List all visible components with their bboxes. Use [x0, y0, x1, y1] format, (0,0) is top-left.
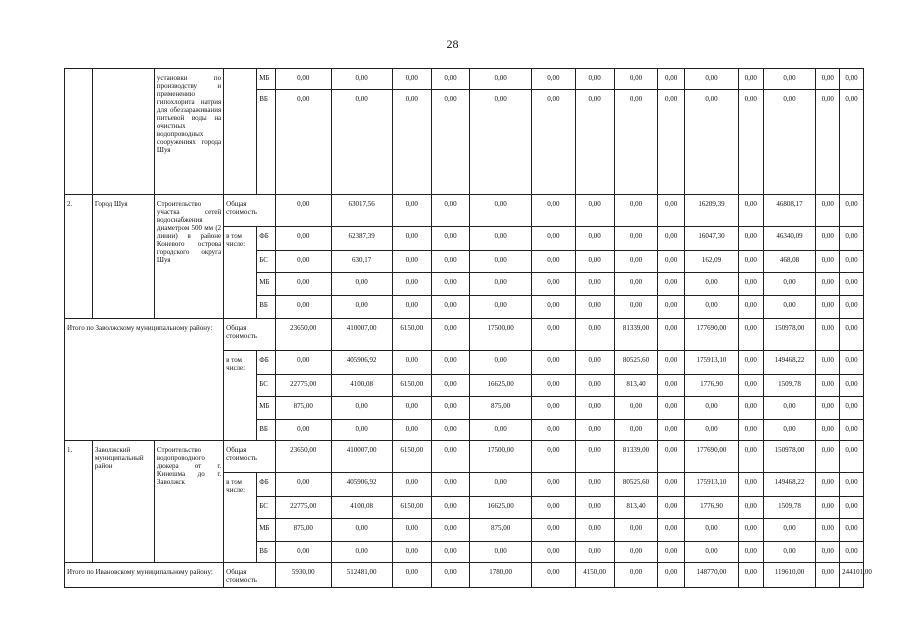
bs-value: 813,40 — [614, 375, 657, 397]
vb-value: 0,00 — [532, 90, 575, 195]
vb-value: 0,00 — [431, 296, 469, 319]
mb-value: 0,00 — [532, 397, 575, 420]
mb-value: 0,00 — [431, 519, 469, 542]
total-value: 63017,56 — [331, 195, 392, 227]
total-value: 23650,00 — [275, 319, 331, 351]
name-cell — [92, 69, 154, 195]
bs-value: 1509,78 — [763, 375, 816, 397]
source-label: МБ — [257, 397, 276, 420]
fb-value: 0,00 — [532, 473, 575, 497]
bs-value: 0,00 — [738, 375, 763, 397]
mb-value: 0,00 — [685, 397, 739, 420]
mb-value: 0,00 — [658, 69, 685, 90]
mb-value: 0,00 — [658, 519, 685, 542]
fb-value: 0,00 — [392, 351, 431, 375]
mb-value: 0,00 — [738, 519, 763, 542]
total-value: 119610,00 — [763, 563, 816, 588]
vb-value: 0,00 — [614, 542, 657, 563]
vb-value: 0,00 — [532, 420, 575, 441]
total-value: 150978,00 — [763, 441, 816, 473]
total-value: 0,00 — [532, 441, 575, 473]
bs-value: 468,08 — [763, 251, 816, 273]
mb-value: 0,00 — [392, 397, 431, 420]
vb-value: 0,00 — [575, 90, 614, 195]
fb-value: 0,00 — [431, 351, 469, 375]
vb-value: 0,00 — [816, 296, 840, 319]
source-label: ВБ — [257, 542, 276, 563]
vb-value: 0,00 — [738, 90, 763, 195]
bs-value: 0,00 — [532, 375, 575, 397]
total-value: 0,00 — [658, 195, 685, 227]
bs-value: 0,00 — [614, 251, 657, 273]
total-value: 0,00 — [738, 441, 763, 473]
fb-value: 175913,10 — [685, 473, 739, 497]
total-value: 410007,00 — [331, 441, 392, 473]
bs-value: 0,00 — [658, 497, 685, 519]
source-label: БС — [257, 251, 276, 273]
bs-value: 1509,78 — [763, 497, 816, 519]
vb-value: 0,00 — [685, 90, 739, 195]
table-row — [65, 69, 864, 90]
region-name: Город Шуя — [92, 195, 154, 319]
total-value: 6150,00 — [392, 441, 431, 473]
vb-value: 0,00 — [275, 420, 331, 441]
total-value: 0,00 — [738, 563, 763, 588]
total-cost-label: Общая стоимость — [224, 319, 276, 351]
bs-value: 0,00 — [816, 497, 840, 519]
fb-value: 149468,22 — [763, 351, 816, 375]
total-value: 150978,00 — [763, 319, 816, 351]
project-description: Строительство участка сетей водоснабжения диаметром 500 мм (2 линии) в районе Коневого острова городского округа Шуя — [154, 195, 223, 319]
vb-value: 0,00 — [275, 296, 331, 319]
mb-value: 875,00 — [275, 397, 331, 420]
vb-value: 0,00 — [275, 542, 331, 563]
mb-value: 0,00 — [763, 519, 816, 542]
including-label: в том числе: — [224, 351, 257, 441]
fb-value: 0,00 — [275, 473, 331, 497]
mb-value: 0,00 — [392, 519, 431, 542]
bs-value: 6150,00 — [392, 497, 431, 519]
total-value: 0,00 — [816, 441, 840, 473]
mb-value: 875,00 — [470, 397, 532, 420]
total-value: 0,00 — [392, 563, 431, 588]
fb-value: 0,00 — [532, 227, 575, 251]
total-value: 16209,39 — [685, 195, 739, 227]
vb-value: 0,00 — [685, 420, 739, 441]
bs-value: 0,00 — [658, 251, 685, 273]
total-value: 0,00 — [738, 319, 763, 351]
vb-value: 0,00 — [392, 542, 431, 563]
total-value: 46808,17 — [763, 195, 816, 227]
mb-value: 875,00 — [275, 519, 331, 542]
total-value: 0,00 — [738, 195, 763, 227]
vb-value: 0,00 — [392, 420, 431, 441]
bs-value: 0,00 — [392, 251, 431, 273]
fb-value: 16047,30 — [685, 227, 739, 251]
total-value: 177690,00 — [685, 319, 739, 351]
budget-table — [64, 68, 872, 588]
fb-value: 0,00 — [738, 351, 763, 375]
total-value: 81339,00 — [614, 441, 657, 473]
bs-value: 0,00 — [275, 251, 331, 273]
vb-value: 0,00 — [532, 296, 575, 319]
total-value: 4150,00 — [575, 563, 614, 588]
source-label: БС — [257, 375, 276, 397]
mb-value: 0,00 — [575, 273, 614, 296]
row-number: 1. — [65, 441, 93, 563]
fb-value: 0,00 — [431, 473, 469, 497]
fb-value: 0,00 — [431, 227, 469, 251]
mb-value: 0,00 — [614, 69, 657, 90]
mb-value: 0,00 — [431, 69, 469, 90]
vb-value: 0,00 — [470, 420, 532, 441]
vb-value: 0,00 — [658, 296, 685, 319]
mb-value: 0,00 — [816, 273, 840, 296]
total-value: 0,00 — [532, 195, 575, 227]
source-label: МБ — [257, 273, 276, 296]
vb-value: 0,00 — [658, 420, 685, 441]
mb-value: 0,00 — [840, 69, 864, 90]
mb-value: 0,00 — [614, 273, 657, 296]
vb-value: 0,00 — [470, 90, 532, 195]
mb-value: 0,00 — [816, 397, 840, 420]
project-description: Строительство водопроводного дюкера от г. Кинешма до г. Заволжск — [154, 441, 223, 563]
vb-value: 0,00 — [614, 296, 657, 319]
total-value: 0,00 — [431, 195, 469, 227]
total-value: 0,00 — [658, 319, 685, 351]
fb-value: 0,00 — [470, 473, 532, 497]
bs-value: 22775,00 — [275, 375, 331, 397]
vb-value: 0,00 — [685, 296, 739, 319]
total-value: 0,00 — [431, 563, 469, 588]
source-label: ФБ — [257, 351, 276, 375]
bs-value: 0,00 — [431, 497, 469, 519]
bs-value: 0,00 — [816, 375, 840, 397]
fb-value: 0,00 — [575, 227, 614, 251]
fb-value: 62387,39 — [331, 227, 392, 251]
vb-value: 0,00 — [431, 90, 469, 195]
mb-value: 0,00 — [816, 519, 840, 542]
vb-value: 0,00 — [658, 542, 685, 563]
bs-value: 0,00 — [575, 497, 614, 519]
mb-value: 0,00 — [331, 519, 392, 542]
bs-value: 0,00 — [816, 251, 840, 273]
total-value: 244101,00 — [840, 563, 864, 588]
mb-value: 0,00 — [275, 273, 331, 296]
total-value: 0,00 — [392, 195, 431, 227]
bs-value: 0,00 — [840, 251, 864, 273]
bs-value: 0,00 — [575, 251, 614, 273]
total-value: 0,00 — [840, 195, 864, 227]
fb-value: 0,00 — [275, 227, 331, 251]
vb-value: 0,00 — [532, 542, 575, 563]
source-label: ФБ — [257, 473, 276, 497]
fb-value: 0,00 — [658, 473, 685, 497]
bs-value: 16625,00 — [470, 497, 532, 519]
vb-value: 0,00 — [763, 542, 816, 563]
total-value: 0,00 — [816, 319, 840, 351]
vb-value: 0,00 — [763, 296, 816, 319]
bs-value: 0,00 — [658, 375, 685, 397]
vb-value: 0,00 — [840, 90, 864, 195]
vb-value: 0,00 — [738, 296, 763, 319]
vb-value: 0,00 — [275, 90, 331, 195]
mb-value: 0,00 — [575, 397, 614, 420]
vb-value: 0,00 — [392, 296, 431, 319]
fb-value: 0,00 — [392, 227, 431, 251]
fb-value: 0,00 — [470, 351, 532, 375]
total-cost-label: Общая стоимость — [224, 563, 276, 588]
fb-value: 80525,60 — [614, 351, 657, 375]
total-cost-label: Общая стоимость — [224, 441, 276, 473]
table-row — [65, 563, 864, 588]
bs-value: 6150,00 — [392, 375, 431, 397]
mb-value: 0,00 — [658, 397, 685, 420]
total-value: 17500,00 — [470, 319, 532, 351]
num-cell — [65, 69, 93, 195]
total-value: 0,00 — [658, 441, 685, 473]
mb-value: 0,00 — [763, 273, 816, 296]
fb-value: 0,00 — [532, 351, 575, 375]
bs-value: 22775,00 — [275, 497, 331, 519]
source-label: МБ — [257, 69, 276, 90]
fb-value: 0,00 — [614, 227, 657, 251]
total-value: 410007,00 — [331, 319, 392, 351]
mb-value: 0,00 — [575, 519, 614, 542]
vb-value: 0,00 — [840, 420, 864, 441]
vb-value: 0,00 — [738, 420, 763, 441]
mb-value: 0,00 — [685, 69, 739, 90]
vb-value: 0,00 — [840, 296, 864, 319]
mb-value: 875,00 — [470, 519, 532, 542]
bs-value: 0,00 — [575, 375, 614, 397]
bs-value: 0,00 — [431, 375, 469, 397]
mb-value: 0,00 — [331, 273, 392, 296]
total-value: 0,00 — [614, 195, 657, 227]
table-row — [65, 195, 864, 227]
fb-value: 46340,09 — [763, 227, 816, 251]
bs-value: 162,09 — [685, 251, 739, 273]
vb-value: 0,00 — [331, 420, 392, 441]
fb-value: 80525,60 — [614, 473, 657, 497]
bs-value: 4100,08 — [331, 497, 392, 519]
mb-value: 0,00 — [431, 397, 469, 420]
fb-value: 0,00 — [575, 351, 614, 375]
vb-value: 0,00 — [470, 296, 532, 319]
vb-value: 0,00 — [575, 420, 614, 441]
mb-value: 0,00 — [763, 397, 816, 420]
vb-value: 0,00 — [816, 542, 840, 563]
page-number: 28 — [446, 37, 459, 51]
total-value: 0,00 — [816, 195, 840, 227]
total-value: 0,00 — [532, 563, 575, 588]
vb-value: 0,00 — [685, 542, 739, 563]
vb-value: 0,00 — [840, 542, 864, 563]
mb-value: 0,00 — [816, 69, 840, 90]
including-label: в том числе: — [224, 473, 257, 563]
vb-value: 0,00 — [575, 296, 614, 319]
bs-value: 0,00 — [532, 497, 575, 519]
vb-value: 0,00 — [763, 90, 816, 195]
vb-value: 0,00 — [658, 90, 685, 195]
fb-value: 0,00 — [816, 351, 840, 375]
bs-value: 1776,90 — [685, 375, 739, 397]
mb-value: 0,00 — [575, 69, 614, 90]
source-label: ВБ — [257, 90, 276, 195]
mb-value: 0,00 — [470, 69, 532, 90]
fb-value: 0,00 — [658, 227, 685, 251]
vb-value: 0,00 — [763, 420, 816, 441]
source-label: ФБ — [257, 227, 276, 251]
bs-value: 0,00 — [738, 497, 763, 519]
total-value: 0,00 — [840, 441, 864, 473]
fb-value: 0,00 — [658, 351, 685, 375]
mb-value: 0,00 — [532, 519, 575, 542]
total-value: 0,00 — [431, 441, 469, 473]
total-value: 0,00 — [816, 563, 840, 588]
fb-value: 0,00 — [738, 227, 763, 251]
fb-value: 0,00 — [840, 351, 864, 375]
mb-value: 0,00 — [738, 273, 763, 296]
mb-value: 0,00 — [532, 69, 575, 90]
total-label: Итого по Заволжскому муниципальному району: — [65, 319, 224, 441]
bs-value: 16625,00 — [470, 375, 532, 397]
total-value: 0,00 — [275, 195, 331, 227]
mb-value: 0,00 — [840, 397, 864, 420]
fb-value: 0,00 — [738, 473, 763, 497]
total-value: 6150,00 — [392, 319, 431, 351]
fb-value: 0,00 — [840, 227, 864, 251]
mb-value: 0,00 — [392, 273, 431, 296]
fb-value: 0,00 — [470, 227, 532, 251]
fb-value: 405906,92 — [331, 473, 392, 497]
mb-value: 0,00 — [738, 69, 763, 90]
total-value: 23650,00 — [275, 441, 331, 473]
fb-value: 0,00 — [816, 473, 840, 497]
mb-value: 0,00 — [392, 69, 431, 90]
mb-value: 0,00 — [685, 519, 739, 542]
mb-value: 0,00 — [840, 273, 864, 296]
total-value: 5930,00 — [275, 563, 331, 588]
vb-value: 0,00 — [331, 296, 392, 319]
total-value: 0,00 — [840, 319, 864, 351]
fb-value: 0,00 — [840, 473, 864, 497]
mb-value: 0,00 — [763, 69, 816, 90]
vb-value: 0,00 — [816, 420, 840, 441]
table-row — [65, 319, 864, 351]
fb-value: 0,00 — [816, 227, 840, 251]
total-value: 0,00 — [532, 319, 575, 351]
mb-value: 0,00 — [658, 273, 685, 296]
bs-value: 0,00 — [470, 251, 532, 273]
vb-value: 0,00 — [431, 542, 469, 563]
bs-value: 0,00 — [532, 251, 575, 273]
mb-value: 0,00 — [685, 273, 739, 296]
bs-value: 1776,90 — [685, 497, 739, 519]
total-value: 81339,00 — [614, 319, 657, 351]
source-label: ВБ — [257, 296, 276, 319]
total-value: 0,00 — [470, 195, 532, 227]
source-label: БС — [257, 497, 276, 519]
fb-value: 0,00 — [275, 351, 331, 375]
bs-value: 0,00 — [431, 251, 469, 273]
bs-value: 813,40 — [614, 497, 657, 519]
mb-value: 0,00 — [532, 273, 575, 296]
fb-value: 149468,22 — [763, 473, 816, 497]
vb-value: 0,00 — [816, 90, 840, 195]
mb-value: 0,00 — [275, 69, 331, 90]
region-name: Заволжский муниципальный район — [92, 441, 154, 563]
total-value: 177690,00 — [685, 441, 739, 473]
mb-value: 0,00 — [331, 69, 392, 90]
total-value: 1780,00 — [470, 563, 532, 588]
total-value: 0,00 — [575, 441, 614, 473]
mb-value: 0,00 — [614, 397, 657, 420]
bs-value: 0,00 — [738, 251, 763, 273]
total-value: 148770,00 — [685, 563, 739, 588]
total-label: Итого по Ивановскому муниципальному району: — [65, 563, 224, 588]
vb-value: 0,00 — [575, 542, 614, 563]
vb-value: 0,00 — [392, 90, 431, 195]
vb-value: 0,00 — [431, 420, 469, 441]
bs-value: 0,00 — [840, 375, 864, 397]
total-value: 0,00 — [575, 195, 614, 227]
mb-value: 0,00 — [614, 519, 657, 542]
vb-value: 0,00 — [331, 90, 392, 195]
mb-value: 0,00 — [331, 397, 392, 420]
bs-value: 630,17 — [331, 251, 392, 273]
total-value: 0,00 — [575, 319, 614, 351]
total-value: 0,00 — [614, 563, 657, 588]
mb-value: 0,00 — [470, 273, 532, 296]
mb-value: 0,00 — [431, 273, 469, 296]
total-value: 17500,00 — [470, 441, 532, 473]
fb-value: 0,00 — [575, 473, 614, 497]
total-cost-label: Общая стоимость — [224, 195, 276, 227]
mb-value: 0,00 — [840, 519, 864, 542]
vb-value: 0,00 — [614, 90, 657, 195]
mb-value: 0,00 — [738, 397, 763, 420]
vb-value: 0,00 — [331, 542, 392, 563]
source-label: ВБ — [257, 420, 276, 441]
including-label: в том числе: — [224, 227, 257, 319]
total-value: 512481,00 — [331, 563, 392, 588]
cost-label-cell — [224, 69, 257, 195]
table-row — [65, 441, 864, 473]
source-label: МБ — [257, 519, 276, 542]
bs-value: 0,00 — [840, 497, 864, 519]
bs-value: 4100,08 — [331, 375, 392, 397]
total-value: 0,00 — [658, 563, 685, 588]
fb-value: 0,00 — [392, 473, 431, 497]
fb-value: 405906,92 — [331, 351, 392, 375]
fb-value: 175913,10 — [685, 351, 739, 375]
project-description: установки по производству и применению гипохлорита натрия для обеззараживания питьевой воды на очистных водопроводных сооружениях города Шуя — [154, 69, 223, 195]
vb-value: 0,00 — [614, 420, 657, 441]
total-value: 0,00 — [431, 319, 469, 351]
vb-value: 0,00 — [470, 542, 532, 563]
vb-value: 0,00 — [738, 542, 763, 563]
row-number: 2. — [65, 195, 93, 319]
